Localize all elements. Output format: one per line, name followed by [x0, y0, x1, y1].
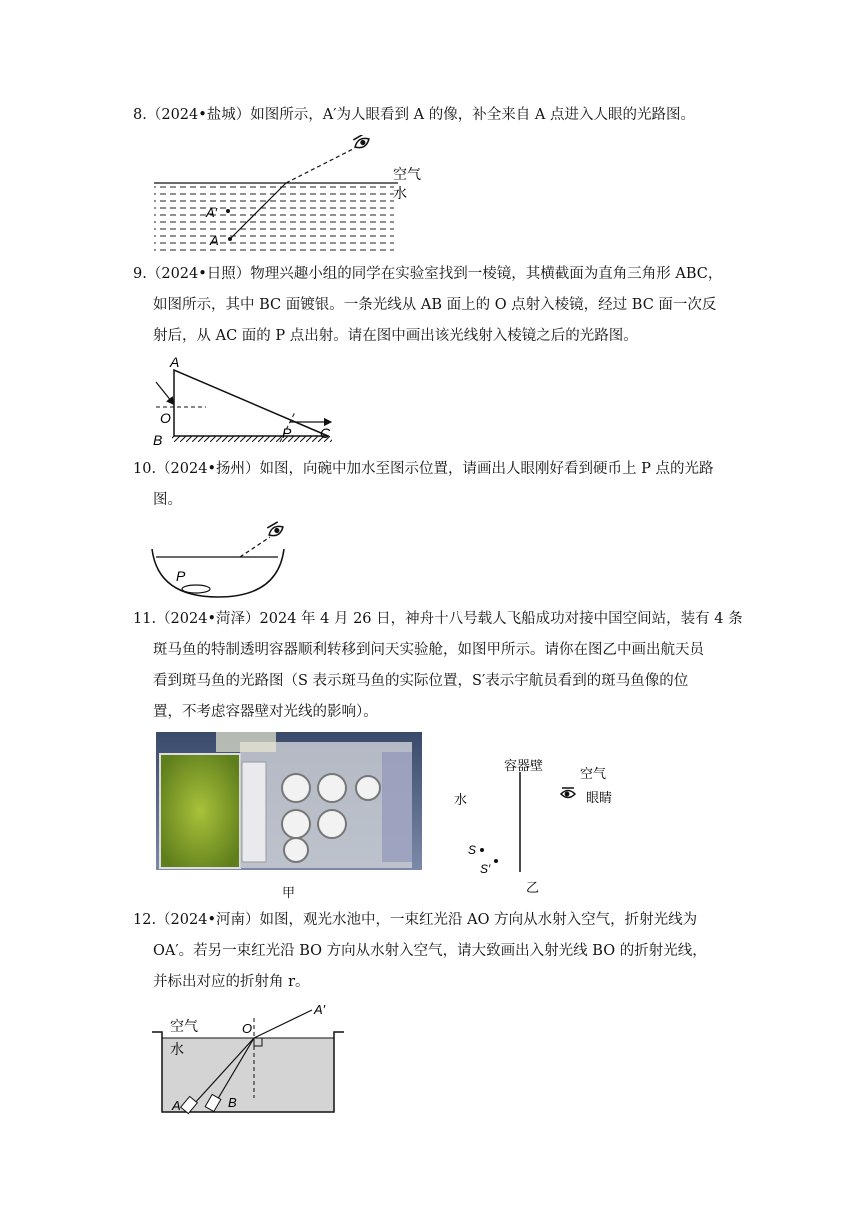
label-air: 空气: [170, 1018, 198, 1034]
caption-jia: 甲: [282, 885, 296, 900]
question-text: 如图所示，其中 BC 面镀银。一条光线从 AB 面上的 O 点射入棱镜，经过 BC 面一次反: [153, 297, 717, 313]
question-number: 10.: [133, 461, 157, 477]
question-number: 12.: [133, 912, 157, 928]
question-text: （2024•盐城）如图所示，A′为人眼看到 A 的像，补全来自 A 点进入人眼的光路图。: [146, 107, 695, 123]
label-eye: 眼睛: [586, 790, 613, 805]
point-a: [228, 237, 232, 241]
figure-q12: [150, 998, 350, 1118]
question-text: 斑马鱼的特制透明容器顺利转移到问天实验舱，如图甲所示。请你在图乙中画出航天员: [153, 642, 704, 658]
question-9: [133, 259, 743, 352]
eye-icon: [352, 135, 371, 150]
label-p: P: [176, 568, 186, 584]
label-water: 水: [454, 792, 468, 807]
label-c: C: [320, 425, 331, 441]
question-text: （2024•日照）物理兴趣小组的同学在实验室找到一棱镜，其横截面为直角三角形 ABC，: [146, 266, 723, 282]
ray-oa-prime: [254, 1010, 312, 1038]
caption-yi: 乙: [526, 880, 540, 895]
prism: [174, 370, 328, 436]
point-s-prime: [494, 859, 498, 863]
question-text: 图。: [153, 492, 182, 508]
eye-icon: [561, 788, 575, 798]
figure-q8: [150, 135, 430, 255]
label-a-prime: A′: [206, 205, 218, 220]
label-a: A: [172, 1098, 181, 1113]
question-12: [133, 905, 743, 998]
label-a: A: [170, 354, 180, 370]
question-number: 11.: [133, 611, 157, 627]
question-11: [133, 604, 743, 728]
bowl: [152, 549, 284, 597]
label-o: O: [242, 1021, 253, 1036]
question-text: 射后，从 AC 面的 P 点出射。请在图中画出该光线射入棱镜之后的光路图。: [153, 328, 638, 344]
label-p: P: [282, 425, 292, 441]
label-a: A: [210, 233, 219, 248]
label-s-prime: S′: [480, 862, 491, 876]
incident-ray: [156, 382, 172, 402]
silver-hatch: [172, 436, 332, 442]
photo-container: [156, 732, 422, 870]
label-air: 空气: [393, 166, 421, 182]
figure-q11-yi: [440, 750, 620, 900]
eye-dashed-line: [240, 537, 270, 557]
label-water: 水: [393, 185, 407, 201]
question-text: （2024•河南）如图，观光水池中，一束红光沿 AO 方向从水射入空气，折射光线为: [156, 912, 698, 928]
point-a-prime: [226, 209, 230, 213]
label-air: 空气: [580, 766, 607, 781]
question-text: （2024•扬州）如图，向碗中加水至图示位置，请画出人眼刚好看到硬币上 P 点的光路: [156, 461, 714, 477]
question-number: 8.: [133, 107, 147, 123]
label-s: S: [468, 843, 477, 857]
label-a-prime: A′: [314, 1002, 326, 1017]
figure-q10: [148, 515, 288, 605]
question-text: 并标出对应的折射角 r。: [153, 974, 310, 990]
question-10: [133, 454, 743, 516]
label-b: B: [228, 1095, 237, 1110]
question-number: 9.: [133, 266, 147, 282]
label-water: 水: [170, 1041, 184, 1057]
question-8: [133, 100, 743, 131]
coin: [182, 585, 210, 593]
label-b: B: [153, 432, 163, 448]
label-wall: 容器壁: [504, 758, 544, 773]
eye-dashed-line: [286, 148, 355, 183]
question-text: OA′。若另一束红光沿 BO 方向从水射入空气，请大致画出入射光线 BO 的折射光线，: [153, 943, 707, 959]
point-s: [480, 848, 484, 852]
question-text: （2024•菏泽）2024 年 4 月 26 日，神舟十八号载人飞船成功对接中国空间站，装有 4 条: [156, 611, 743, 627]
label-o: O: [160, 410, 171, 426]
question-text: 置，不考虑容器壁对光线的影响）。: [153, 704, 378, 720]
question-text: 看到斑马鱼的光路图（S 表示斑马鱼的实际位置，S′表示宇航员看到的斑马鱼像的位: [153, 673, 689, 689]
eye-icon: [266, 521, 285, 539]
figure-q9: [150, 352, 345, 448]
